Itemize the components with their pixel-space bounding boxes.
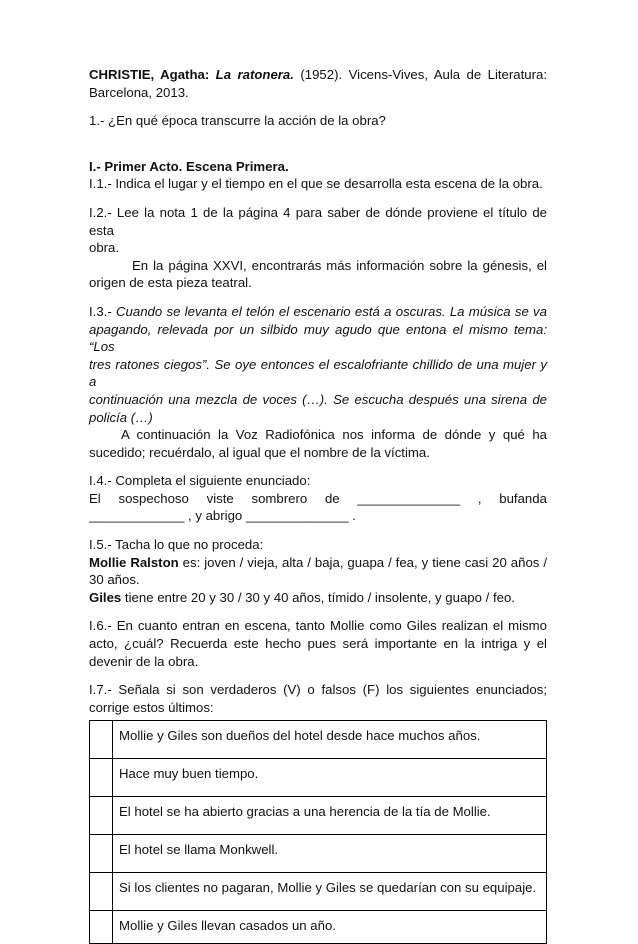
answer-cell[interactable] xyxy=(90,797,113,835)
statement-cell: Si los clientes no pagaran, Mollie y Giles se quedarían con su equipaje. xyxy=(113,873,547,911)
question-i5-line: I.5.- Tacha lo que no proceda: xyxy=(89,537,264,553)
question-i3-number: I.3.- xyxy=(89,303,116,319)
table-row xyxy=(90,797,547,835)
options-text: es: joven / vieja, alta / baja, guapa / fea, y tiene casi 20 años / xyxy=(178,554,547,570)
question-i4 xyxy=(89,472,547,525)
statement-cell: El hotel se ha abierto gracias a una herencia de la tía de Mollie. xyxy=(113,797,547,835)
word: bufanda xyxy=(499,490,547,506)
reference-line-1 xyxy=(89,66,547,84)
answer-cell[interactable] xyxy=(90,911,113,944)
answer-cell[interactable] xyxy=(90,721,113,759)
answer-cell[interactable] xyxy=(90,759,113,797)
options-text: tiene entre 20 y 30 / 30 y 40 años, tímido / insolente, y guapo / feo. xyxy=(121,589,515,605)
question-i3 xyxy=(89,303,547,461)
question-i6-line: devenir de la obra. xyxy=(89,653,199,669)
statement-cell: El hotel se llama Monkwell. xyxy=(113,835,547,873)
statement-cell: Hace muy buen tiempo. xyxy=(113,759,547,797)
question-1: 1.- ¿En qué época transcurre la acción de la obra? xyxy=(89,113,386,129)
section-heading: I.- Primer Acto. Escena Primera. xyxy=(89,158,289,174)
answer-cell[interactable] xyxy=(90,835,113,873)
question-i7-line: I.7.- Señala si son verdaderos (V) o falsos (F) los siguientes enunciados; xyxy=(89,682,547,698)
character-name: Giles xyxy=(89,589,122,605)
character-name: Mollie Ralston xyxy=(89,554,179,570)
blank-hat: ______________ xyxy=(357,490,461,506)
question-i6-line: acto, ¿cuál? Recuerda este hecho pues será importante en la intriga y el xyxy=(89,636,547,652)
question-i6 xyxy=(89,617,547,670)
question-i3-line: sucedido; recuérdalo, al igual que el nombre de la víctima. xyxy=(89,444,430,460)
quote-text: policía (…) xyxy=(89,409,153,425)
quote-text: tres ratones ciegos”. Se oye entonces el escalofriante chillido de una mujer y a xyxy=(89,356,547,390)
year: (1952). xyxy=(300,67,343,82)
question-i3-line: A continuación la Voz Radiofónica nos informa de dónde y qué ha xyxy=(121,427,547,443)
quote-text: continuación una mezcla de voces (…). Se escucha después una sirena de xyxy=(89,391,547,407)
reference-line-2: Barcelona, 2013. xyxy=(89,84,189,100)
quote-text: apagando, relevada por un silbido muy agudo que entona el mismo tema: “Los xyxy=(89,321,547,355)
word: sospechoso xyxy=(118,490,189,506)
question-i5-mollie xyxy=(89,554,547,572)
author: CHRISTIE, Agatha: xyxy=(89,67,210,82)
question-i4-blanks: _____________ , y abrigo ______________ . xyxy=(89,508,356,524)
statement-cell: Mollie y Giles llevan casados un año. xyxy=(113,911,547,944)
document-page xyxy=(89,66,547,944)
publisher: Vicens-Vives, Aula de Literatura: xyxy=(348,67,547,82)
table-row xyxy=(90,873,547,911)
table-row xyxy=(90,835,547,873)
quote-text: Cuando se levanta el telón el escenario está a oscuras. La música se va xyxy=(116,303,547,319)
table-row xyxy=(90,759,547,797)
question-i5-giles xyxy=(89,589,547,607)
question-i5 xyxy=(89,536,547,606)
statement-cell: Mollie y Giles son dueños del hotel desde hace muchos años. xyxy=(113,721,547,759)
question-i2-line: En la página XXVI, encontrarás más información sobre la génesis, el xyxy=(132,257,547,273)
true-false-table xyxy=(89,720,547,944)
options-text: 30 años. xyxy=(89,572,140,588)
question-i7 xyxy=(89,681,547,716)
question-i7-line: corrige estos últimos: xyxy=(89,699,214,715)
word: , xyxy=(477,490,482,506)
question-i2 xyxy=(89,204,547,292)
table-row xyxy=(90,721,547,759)
word: sombrero xyxy=(251,490,308,506)
bibliographic-reference xyxy=(89,66,547,101)
question-i1: I.1.- Indica el lugar y el tiempo en el que se desarrolla esta escena de la obra. xyxy=(89,176,543,192)
question-i6-line: I.6.- En cuanto entran en escena, tanto Mollie como Giles realizan el mismo xyxy=(89,618,547,634)
question-i2-line: I.2.- Lee la nota 1 de la página 4 para saber de dónde proviene el título de esta xyxy=(89,204,547,238)
question-i4-line: I.4.- Completa el siguiente enunciado: xyxy=(89,473,311,489)
question-i4-fill-line xyxy=(89,490,547,508)
word: viste xyxy=(206,490,234,506)
word: El xyxy=(89,490,101,506)
answer-cell[interactable] xyxy=(90,873,113,911)
question-i2-line: obra. xyxy=(89,240,120,256)
question-i3-line xyxy=(89,303,547,321)
book-title: La ratonera. xyxy=(215,67,294,82)
table-row xyxy=(90,911,547,944)
word: de xyxy=(324,490,340,506)
question-i2-line: origen de esta pieza teatral. xyxy=(89,275,252,291)
